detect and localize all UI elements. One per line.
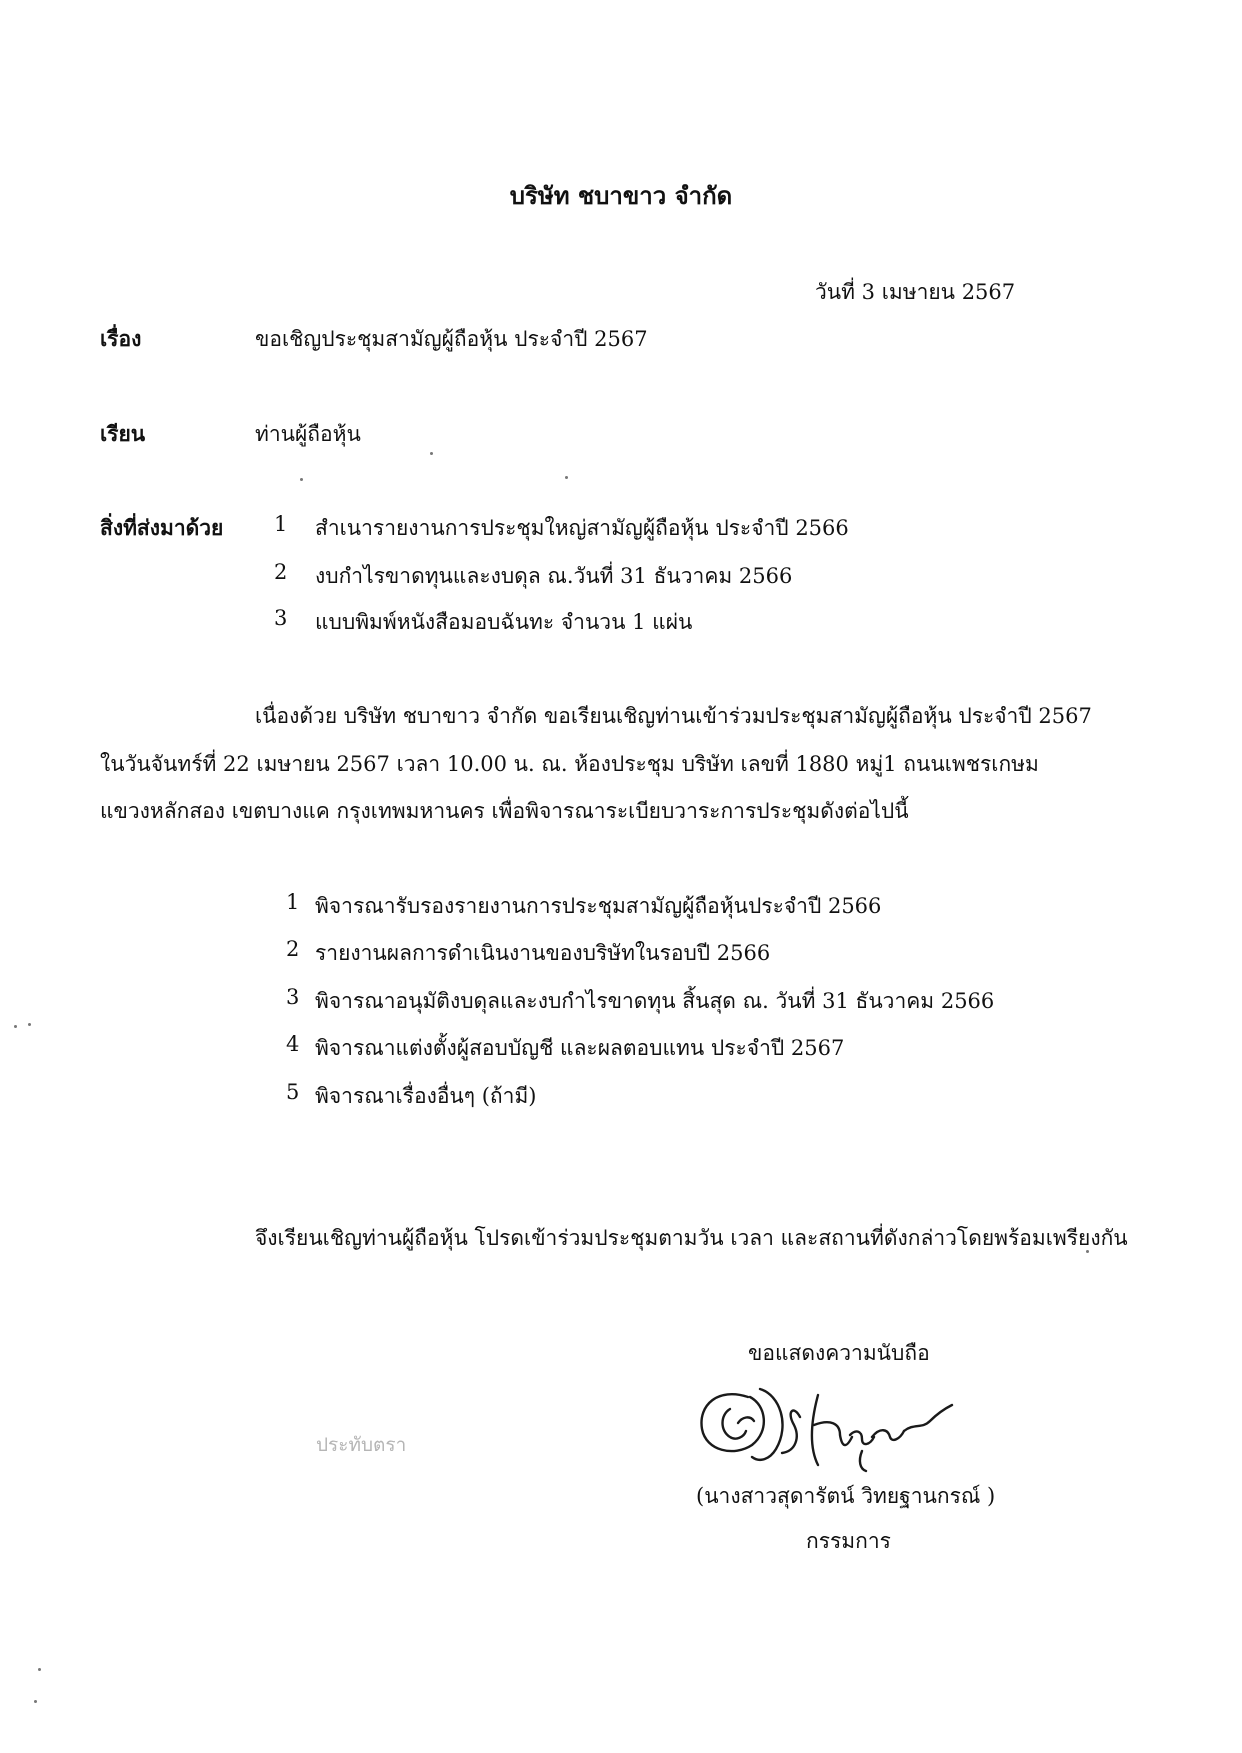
scan-speck <box>1086 1250 1089 1253</box>
agenda-num: 1 <box>286 890 300 914</box>
signature-image <box>690 1365 970 1475</box>
agenda-num: 3 <box>286 985 300 1009</box>
body-line-3: แขวงหลักสอง เขตบางแค กรุงเทพมหานคร เพื่อพิจารณาระเบียบวาระการประชุมดังต่อไปนี้ <box>100 799 909 823</box>
enclosure-item: แบบพิมพ์หนังสือมอบฉันทะ จำนวน 1 แผ่น <box>315 610 693 634</box>
scan-speck <box>430 452 433 455</box>
enclosure-num: 2 <box>274 560 288 584</box>
enclosure-num: 3 <box>274 606 288 630</box>
scan-speck <box>34 1700 37 1703</box>
scan-speck <box>28 1023 31 1026</box>
scan-speck <box>565 476 568 479</box>
body-line-2: ในวันจันทร์ที่ 22 เมษายน 2567 เวลา 10.00 น. ณ. ห้องประชุม บริษัท เลขที่ 1880 หมู่1 ถนนเพชรเกษม <box>100 752 1039 776</box>
signer-position: กรรมการ <box>806 1529 891 1553</box>
closing-text: จึงเรียนเชิญท่านผู้ถือหุ้น โปรดเข้าร่วมประชุมตามวัน เวลา และสถานที่ดังกล่าวโดยพร้อมเพรียงกัน <box>255 1226 1128 1250</box>
agenda-num: 5 <box>286 1080 300 1104</box>
scan-speck <box>300 478 303 481</box>
stamp-placeholder: ประทับตรา <box>316 1434 407 1456</box>
subject-label: เรื่อง <box>100 326 142 351</box>
agenda-num: 2 <box>286 937 300 961</box>
agenda-item: พิจารณาแต่งตั้งผู้สอบบัญชี และผลตอบแทน ประจำปี 2567 <box>315 1036 845 1060</box>
enclosure-num: 1 <box>274 512 288 536</box>
agenda-item: พิจารณาอนุมัติงบดุลและงบกำไรขาดทุน สิ้นสุด ณ. วันที่ 31 ธันวาคม 2566 <box>315 989 995 1013</box>
agenda-item: รายงานผลการดำเนินงานของบริษัทในรอบปี 2566 <box>315 941 771 965</box>
company-name: บริษัท ชบาขาว จำกัด <box>509 181 733 210</box>
body-line-1: เนื่องด้วย บริษัท ชบาขาว จำกัด ขอเรียนเชิญท่านเข้าร่วมประชุมสามัญผู้ถือหุ้น ประจำปี 2567 <box>255 704 1092 728</box>
scan-speck <box>38 1668 41 1671</box>
signer-name: (นางสาวสุดารัตน์ วิทยฐานกรณ์ ) <box>696 1484 996 1508</box>
subject-text: ขอเชิญประชุมสามัญผู้ถือหุ้น ประจำปี 2567 <box>255 327 648 351</box>
scan-speck <box>14 1025 17 1028</box>
agenda-item: พิจารณารับรองรายงานการประชุมสามัญผู้ถือหุ้นประจำปี 2566 <box>315 894 882 918</box>
regards-text: ขอแสดงความนับถือ <box>748 1341 930 1365</box>
recipient-label: เรียน <box>100 421 146 446</box>
agenda-num: 4 <box>286 1032 300 1056</box>
enclosure-item: งบกำไรขาดทุนและงบดุล ณ.วันที่ 31 ธันวาคม 2566 <box>315 564 793 588</box>
enclosures-label: สิ่งที่ส่งมาด้วย <box>100 515 224 540</box>
agenda-item: พิจารณาเรื่องอื่นๆ (ถ้ามี) <box>315 1084 537 1108</box>
letter-date: วันที่ 3 เมษายน 2567 <box>815 280 1016 304</box>
enclosure-item: สำเนารายงานการประชุมใหญ่สามัญผู้ถือหุ้น ประจำปี 2566 <box>315 516 849 540</box>
recipient-text: ท่านผู้ถือหุ้น <box>255 422 361 446</box>
